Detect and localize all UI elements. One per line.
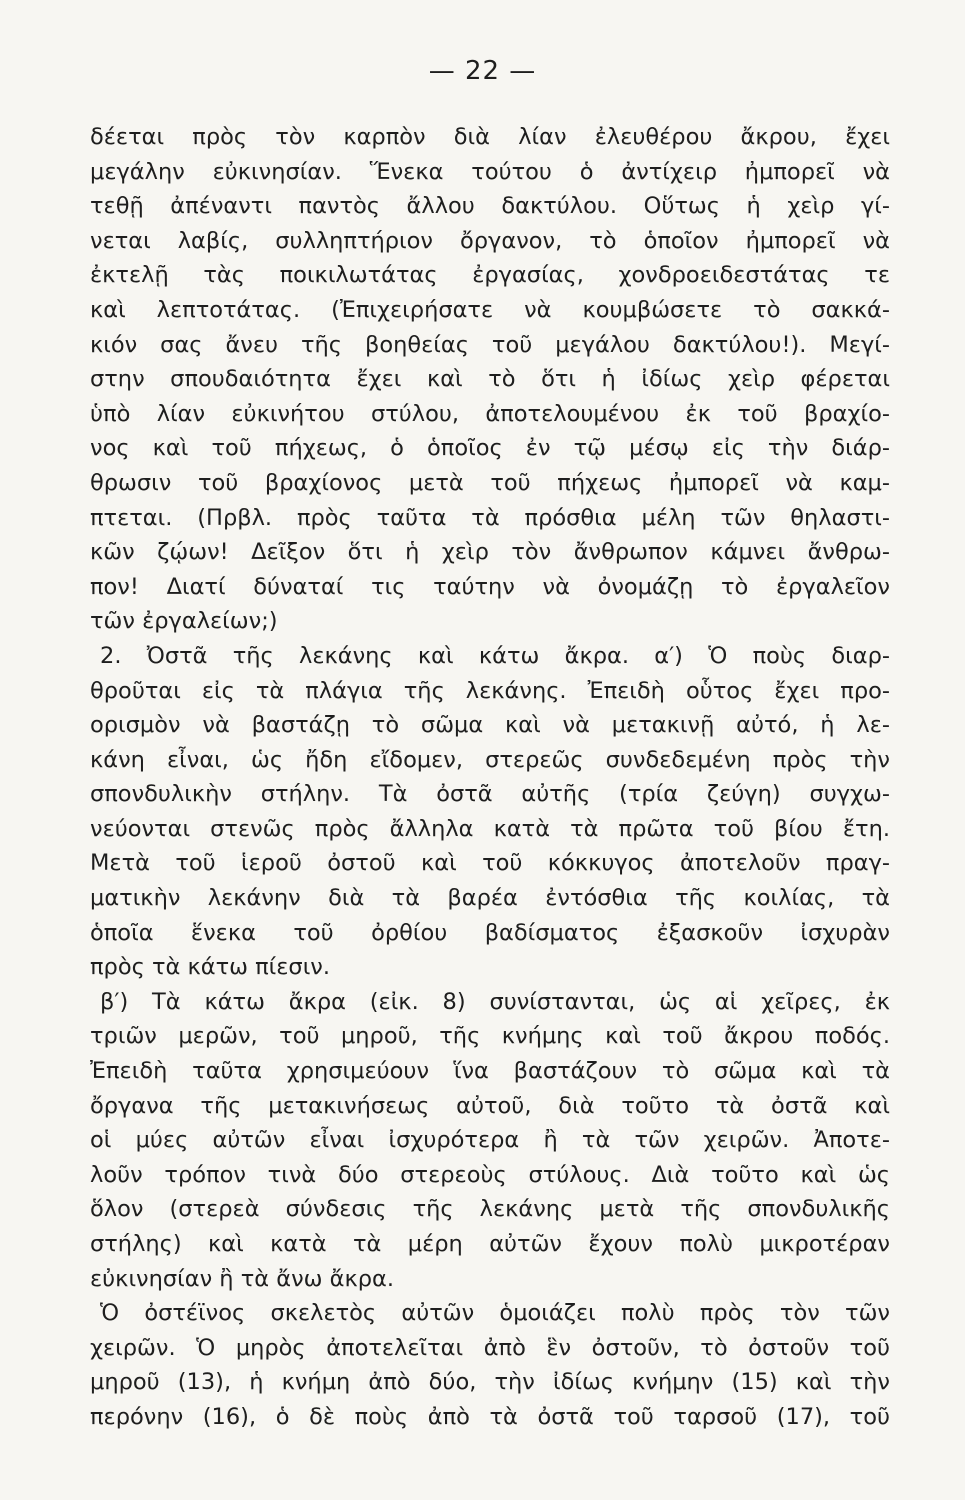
page-number: — 22 — bbox=[428, 56, 537, 86]
text-line: μεγάλην εὐκινησίαν. Ἕνεκα τούτου ὁ ἀντίχειρ ἠμπορεῖ νὰ bbox=[90, 158, 890, 185]
text-line: Ὁ ὀστέϊνος σκελετὸς αὐτῶν ὁμοιάζει πολὺ πρὸς τὸν τῶν bbox=[100, 1300, 890, 1327]
text-line: καὶ λεπτοτάτας. (Ἐπιχειρήσατε νὰ κουμβώσετε τὸ σακκά- bbox=[90, 296, 890, 323]
text-line: πτεται. (Πρβλ. πρὸς ταῦτα τὰ πρόσθια μέλη τῶν θηλαστι- bbox=[90, 504, 890, 531]
text-line: νεύονται στενῶς πρὸς ἄλληλα κατὰ τὰ πρῶτα τοῦ βίου ἔτη. bbox=[90, 815, 890, 842]
text-line: τριῶν μερῶν, τοῦ μηροῦ, τῆς κνήμης καὶ τοῦ ἄκρου ποδός. bbox=[90, 1023, 890, 1050]
text-line: κιόν σας ἄνευ τῆς βοηθείας τοῦ μεγάλου δακτύλου!). Μεγί- bbox=[90, 331, 890, 358]
text-line: εὐκινησίαν ἢ τὰ ἄνω ἄκρα. bbox=[90, 1265, 395, 1292]
text-line: ὁποῖα ἕνεκα τοῦ ὀρθίου βαδίσματος ἐξασκοῦν ἰσχυρὰν bbox=[90, 919, 890, 946]
text-line: στήλης) καὶ κατὰ τὰ μέρη αὐτῶν ἔχουν πολὺ μικροτέραν bbox=[90, 1231, 890, 1257]
text-line: κῶν ζῴων! Δεῖξον ὅτι ἡ χεὶρ τὸν ἄνθρωπον κάμνει ἄνθρω- bbox=[90, 539, 890, 566]
text-line: νεται λαβίς, συλληπτήριον ὄργανον, τὸ ὁποῖον ἠμπορεῖ νὰ bbox=[90, 227, 890, 254]
text-line: μηροῦ (13), ἡ κνήμη ἀπὸ δύο, τὴν ἰδίως κνήμην (15) καὶ τὴν bbox=[90, 1369, 890, 1396]
text-line: ὑπὸ λίαν εὐκινήτου στύλου, ἀποτελουμένου ἐκ τοῦ βραχίο- bbox=[90, 400, 890, 427]
text-line: ματικὴν λεκάνην διὰ τὰ βαρέα ἐντόσθια τῆς κοιλίας, τὰ bbox=[90, 885, 890, 912]
text-line: στην σπουδαιότητα ἔχει καὶ τὸ ὅτι ἡ ἰδίως χεὶρ φέρεται bbox=[90, 366, 890, 393]
text-line: Μετὰ τοῦ ἱεροῦ ὀστοῦ καὶ τοῦ κόκκυγος ἀποτελοῦν πραγ- bbox=[90, 850, 890, 877]
text-line: ἐκτελῇ τὰς ποικιλωτάτας ἐργασίας, χονδροειδεστάτας τε bbox=[90, 262, 890, 289]
text-line: λοῦν τρόπον τινὰ δύο στερεοὺς στύλους. Διὰ τοῦτο καὶ ὡς bbox=[90, 1161, 890, 1188]
text-line: πρὸς τὰ κάτω πίεσιν. bbox=[90, 954, 331, 981]
text-line: ὅλον (στερεὰ σύνδεσις τῆς λεκάνης μετὰ τῆς σπονδυλικῆς bbox=[90, 1196, 890, 1223]
text-line: πον! Διατί δύναταί τις ταύτην νὰ ὀνομάζῃ τὸ ἐργαλεῖον bbox=[90, 573, 890, 600]
text-line: ορισμὸν νὰ βαστάζῃ τὸ σῶμα καὶ νὰ μετακινῇ αὐτό, ἡ λε- bbox=[90, 712, 890, 739]
text-line: θροῦται εἰς τὰ πλάγια τῆς λεκάνης. Ἐπειδὴ οὗτος ἔχει προ- bbox=[90, 677, 890, 704]
text-line: περόνην (16), ὁ δὲ ποὺς ἀπὸ τὰ ὀστᾶ τοῦ ταρσοῦ (17), τοῦ bbox=[90, 1403, 890, 1430]
text-line: νος καὶ τοῦ πήχεως, ὁ ὁποῖος ἐν τῷ μέσῳ εἰς τὴν διάρ- bbox=[90, 435, 890, 462]
text-line: ὄργανα τῆς μετακινήσεως αὐτοῦ, διὰ τοῦτο τὰ ὀστᾶ καὶ bbox=[90, 1092, 890, 1119]
subsection-heading-line: β′) Τὰ κάτω ἄκρα (εἰκ. 8) συνίστανται, ὡς αἱ χεῖρες, ἐκ bbox=[100, 988, 890, 1015]
text-line: δέεται πρὸς τὸν καρπὸν διὰ λίαν ἐλευθέρου ἄκρου, ἔχει bbox=[90, 124, 890, 150]
text-line: οἱ μύες αὐτῶν εἶναι ἰσχυρότερα ἢ τὰ τῶν χειρῶν. Ἀποτε- bbox=[90, 1127, 890, 1154]
text-line: κάνη εἶναι, ὡς ἤδη εἴδομεν, στερεῶς συνδεδεμένη πρὸς τὴν bbox=[90, 746, 890, 773]
text-line: Ἐπειδὴ ταῦτα χρησιμεύουν ἵνα βαστάζουν τὸ σῶμα καὶ τὰ bbox=[90, 1058, 890, 1085]
text-line: χειρῶν. Ὁ μηρὸς ἀποτελεῖται ἀπὸ ἓν ὀστοῦν, τὸ ὀστοῦν τοῦ bbox=[90, 1334, 890, 1361]
text-line: θρωσιν τοῦ βραχίονος μετὰ τοῦ πήχεως ἠμπορεῖ νὰ καμ- bbox=[90, 469, 890, 496]
section-heading-line: 2. Ὀστᾶ τῆς λεκάνης καὶ κάτω ἄκρα. α′) Ὁ ποὺς διαρ- bbox=[100, 642, 890, 669]
text-line: τεθῇ ἀπέναντι παντὸς ἄλλου δακτύλου. Οὕτως ἡ χεὶρ γί- bbox=[90, 193, 890, 220]
text-line: τῶν ἐργαλείων;) bbox=[90, 608, 278, 635]
body-text bbox=[90, 120, 890, 1435]
text-line: σπονδυλικὴν στήλην. Τὰ ὀστᾶ αὐτῆς (τρία ζεύγη) συγχω- bbox=[90, 781, 890, 808]
